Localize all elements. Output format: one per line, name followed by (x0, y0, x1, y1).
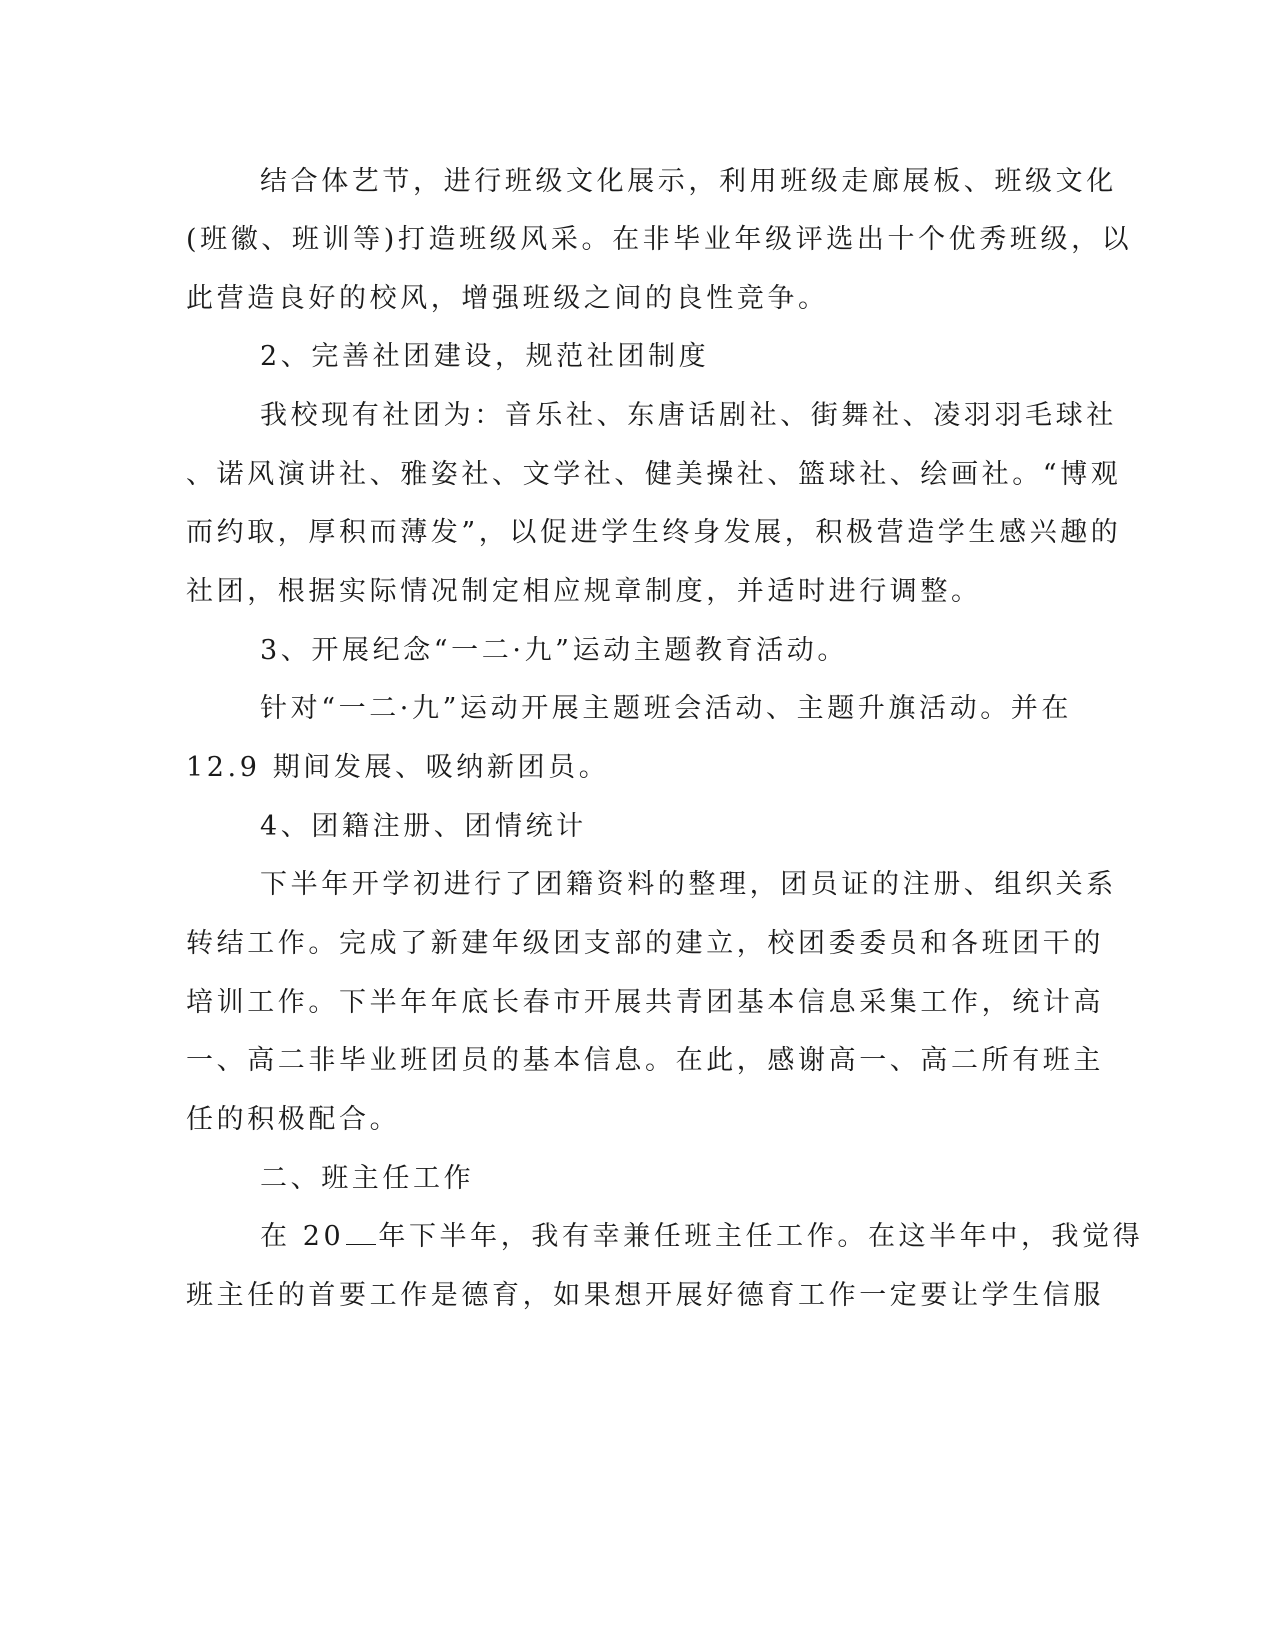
text-line: 转结工作。完成了新建年级团支部的建立，校团委委员和各班团干的 (186, 928, 1104, 959)
text-line: 结合体艺节，进行班级文化展示，利用班级走廊展板、班级文化 (260, 166, 1117, 197)
text-segment: 年下半年，我有幸兼任班主任工作。在这半年中，我觉得 (378, 1221, 1144, 1252)
section-heading: 2、完善社团建设，规范社团制度 (260, 341, 710, 372)
text-line: 针对“一二·九”运动开展主题班会活动、主题升旗活动。并在 (260, 693, 1072, 724)
text-segment: 在 20 (260, 1221, 345, 1252)
text-line: 一、高二非毕业班团员的基本信息。在此，感谢高一、高二所有班主 (186, 1045, 1104, 1076)
section-heading: 二、班主任工作 (260, 1163, 475, 1194)
text-line: 班主任的首要工作是德育，如果想开展好德育工作一定要让学生信服 (186, 1280, 1104, 1311)
text-line: 、诺风演讲社、雅姿社、文学社、健美操社、篮球社、绘画社。“博观 (186, 459, 1122, 490)
section-heading: 4、团籍注册、团情统计 (260, 811, 587, 842)
text-line: 而约取，厚积而薄发”，以促进学生终身发展，积极营造学生感兴趣的 (186, 517, 1122, 548)
text-line (260, 1217, 1143, 1257)
section-heading: 3、开展纪念“一二·九”运动主题教育活动。 (260, 635, 848, 666)
text-line: 社团，根据实际情况制定相应规章制度，并适时进行调整。 (186, 576, 982, 607)
text-line: 12.9 期间发展、吸纳新团员。 (186, 752, 610, 783)
text-line: 下半年开学初进行了团籍资料的整理，团员证的注册、组织关系 (260, 869, 1117, 900)
fill-in-blank (346, 1220, 376, 1245)
text-line: 培训工作。下半年年底长春市开展共青团基本信息采集工作，统计高 (186, 987, 1104, 1018)
text-line: 任的积极配合。 (186, 1104, 401, 1135)
text-line: 我校现有社团为：音乐社、东唐话剧社、街舞社、凌羽羽毛球社 (260, 400, 1117, 431)
text-line: (班徽、班训等)打造班级风采。在非毕业年级评选出十个优秀班级，以 (186, 224, 1133, 255)
text-line: 此营造良好的校风，增强班级之间的良性竞争。 (186, 283, 829, 314)
